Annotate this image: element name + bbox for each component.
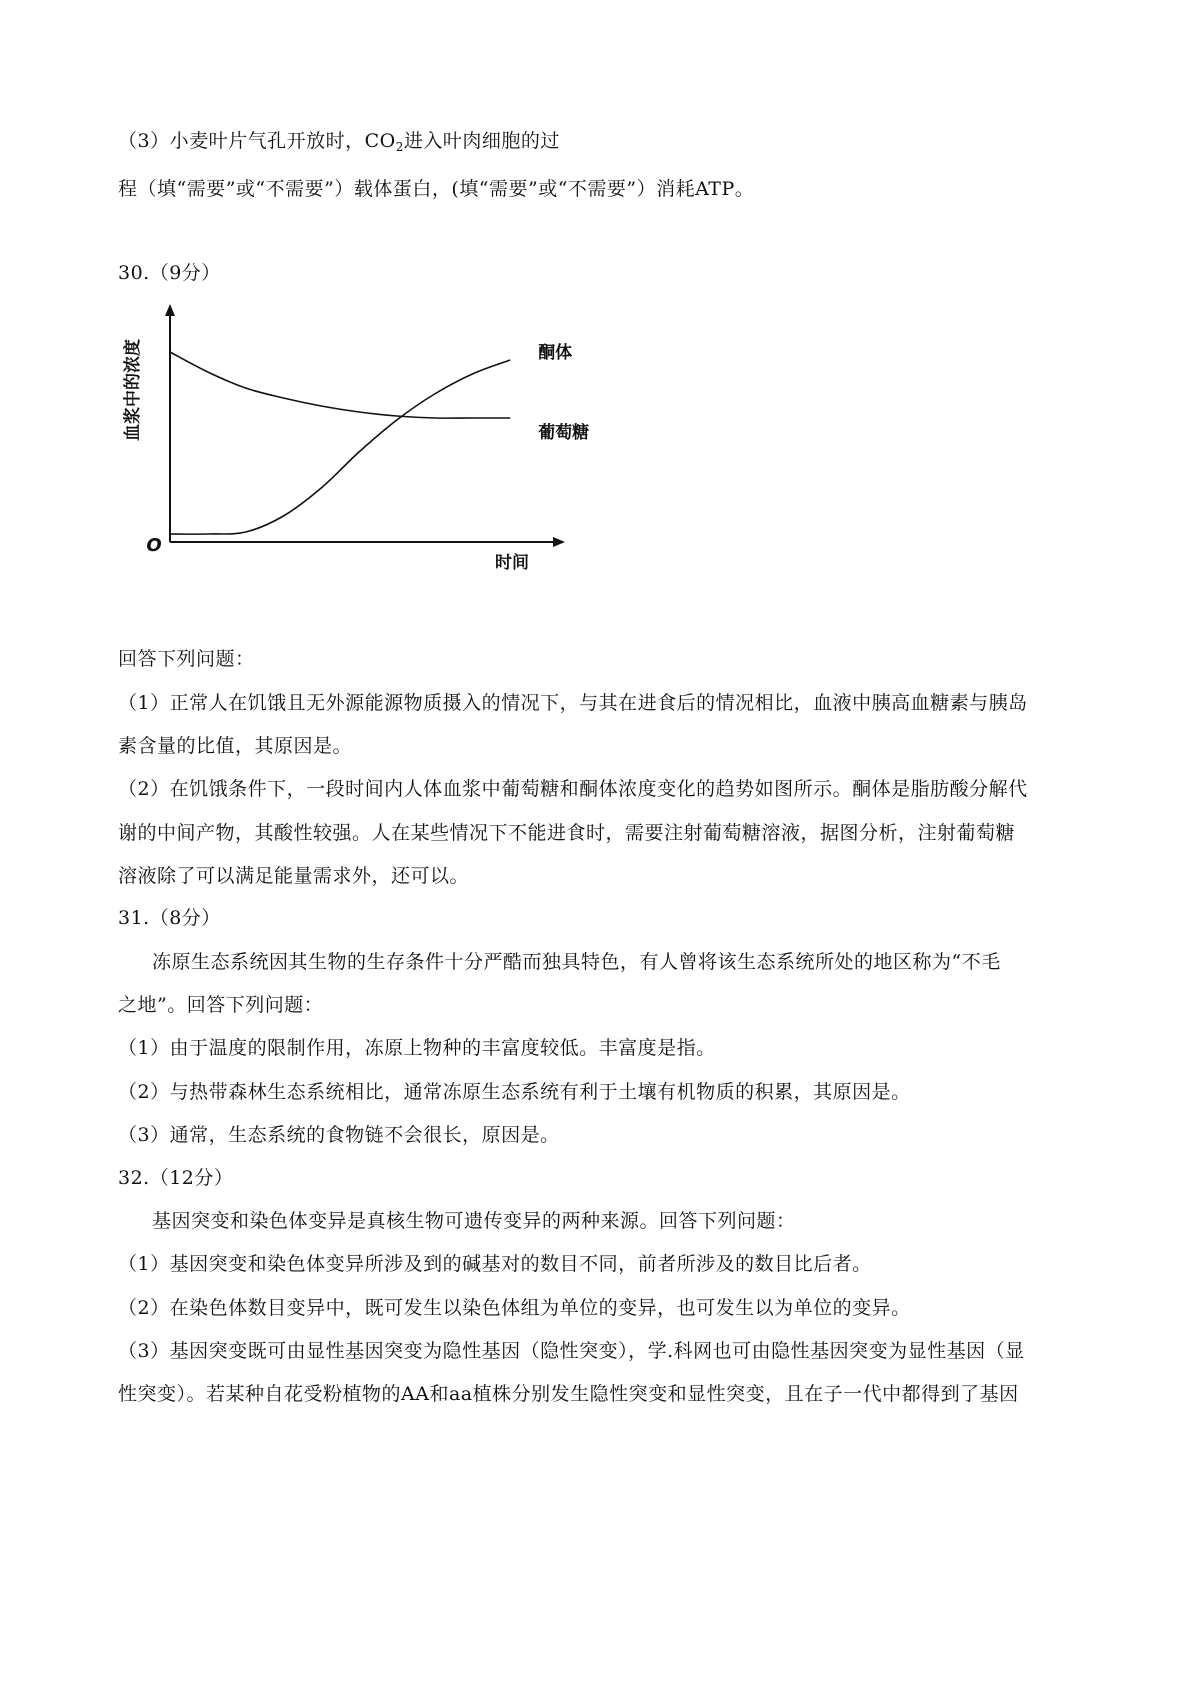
q32-intro: 基因突变和染色体变异是真核生物可遗传变异的两种来源。回答下列问题： <box>152 1210 796 1232</box>
concentration-chart <box>118 300 638 640</box>
origin-label: O <box>146 535 162 556</box>
series-label-0: 酮体 <box>538 343 573 363</box>
series-line-1 <box>170 352 510 418</box>
q30-part1-line1: （1）正常人在饥饿且无外源能源物质摄入的情况下，与其在进食后的情况相比，血液中胰高血糖素与胰岛 <box>118 692 1028 714</box>
series-line-0 <box>170 360 510 534</box>
q32-header: 32.（12分） <box>118 1167 234 1189</box>
q32-part3-line2: 性突变）。若某种自花受粉植物的AA和aa植株分别发生隐性突变和显性突变，且在子一代中都得到了基因 <box>118 1383 1019 1405</box>
series-label-1: 葡萄糖 <box>538 423 590 443</box>
q30-part2-line1: （2）在饥饿条件下，一段时间内人体血浆中葡萄糖和酮体浓度变化的趋势如图所示。酮体是脂肪酸分解代 <box>118 778 1028 800</box>
q29-part3-text-b: 进入叶肉细胞的过 <box>403 130 560 152</box>
q30-part2-line3: 溶液除了可以满足能量需求外，还可以。 <box>118 865 470 887</box>
q31-part2: （2）与热带森林生态系统相比，通常冻原生态系统有利于土壤有机物质的积累，其原因是。 <box>118 1081 911 1103</box>
q30-prompt: 回答下列问题： <box>118 648 255 670</box>
q29-part3-line1 <box>118 128 560 156</box>
q32-part1: （1）基因突变和染色体变异所涉及到的碱基对的数目不同，前者所涉及的数目比后者。 <box>118 1253 872 1275</box>
q30-part2-line2: 谢的中间产物，其酸性较强。人在某些情况下不能进食时，需要注射葡萄糖溶液，据图分析，注射葡萄糖 <box>118 822 1016 844</box>
q29-part3-text-a: （3）小麦叶片气孔开放时，CO <box>118 130 396 152</box>
q31-intro-line2: 之地”。回答下列问题： <box>118 994 324 1016</box>
q30-part1-line2: 素含量的比值，其原因是。 <box>118 735 353 757</box>
q29-part3-line2: 程（填“需要”或“不需要”）载体蛋白，(填“需要”或“不需要”）消耗ATP。 <box>118 178 755 200</box>
co2-subscript: 2 <box>395 140 404 154</box>
q32-part2: （2）在染色体数目变异中，既可发生以染色体组为单位的变异，也可发生以为单位的变异。 <box>118 1297 911 1319</box>
q31-header: 31.（8分） <box>118 907 221 929</box>
q31-part3: （3）通常，生态系统的食物链不会很长，原因是。 <box>118 1124 560 1146</box>
series-layer <box>170 342 589 534</box>
y-axis-label: 血浆中的浓度 <box>123 339 143 441</box>
q32-part3-line1: （3）基因突变既可由显性基因突变为隐性基因（隐性突变），学.科网也可由隐性基因突变为显性基因（显 <box>118 1340 1025 1362</box>
q31-part1: （1）由于温度的限制作用，冻原上物种的丰富度较低。丰富度是指。 <box>118 1037 716 1059</box>
q31-intro-line1: 冻原生态系统因其生物的生存条件十分严酷而独具特色，有人曾将该生态系统所处的地区称为“不毛 <box>152 951 1001 973</box>
q30-header: 30.（9分） <box>118 262 221 284</box>
x-axis-label: 时间 <box>495 553 529 573</box>
